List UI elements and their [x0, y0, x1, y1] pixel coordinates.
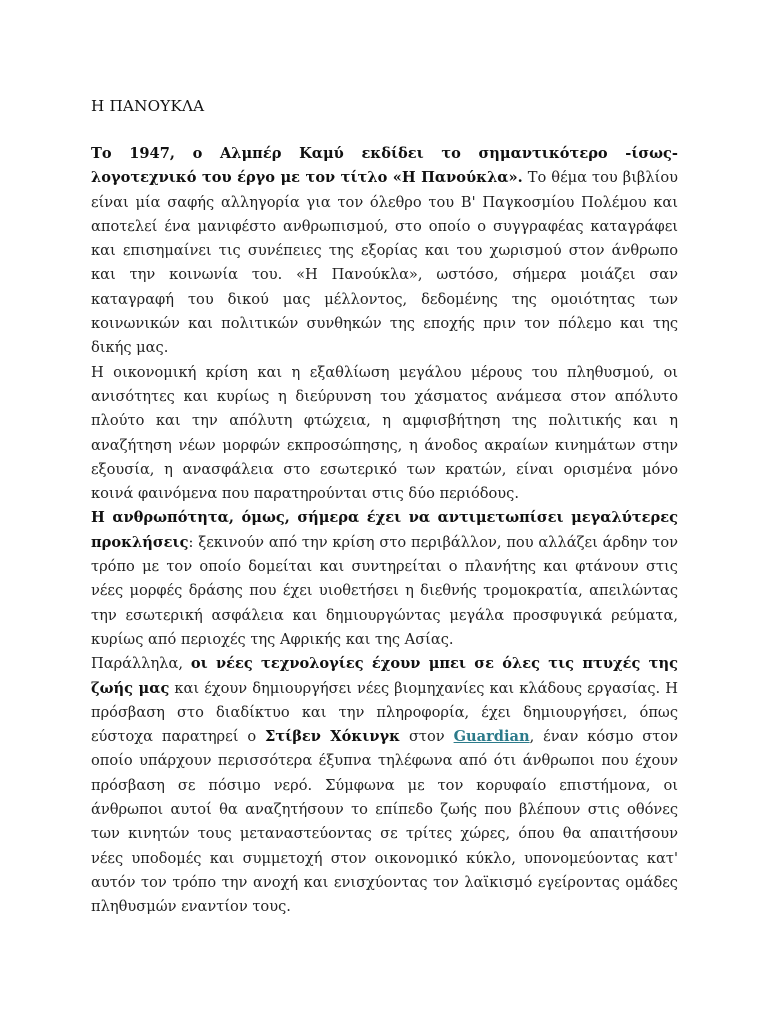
guardian-link[interactable]: Guardian: [453, 728, 530, 746]
bold-name: Στίβεν Χόκινγκ: [265, 728, 401, 746]
body-text: : ξεκινούν από την κρίση στο περιβάλλον, που αλλάζει άρδην τον τρόπο με τον οποίο δομείται και συντηρείται ο πλανήτης και φτάνουν στις νέες μορφές δράσης που έχει υιοθετήσει η διεθνής τρομοκρατία, απειλώντας την εσωτερική ασφάλεια και δημιουργώντας μεγάλα προσφυγικά ρεύματα, κυρίως από περιοχές της Αφρικής και της Ασίας.: [91, 533, 678, 648]
paragraph-technology: [91, 652, 678, 919]
body-text: Το θέμα του βιβλίου είναι μία σαφής αλληγορία για τον όλεθρο του Β' Παγκοσμίου Πολέμου και αποτελεί ένα μανιφέστο ανθρωπισμού, στο οποίο ο συγγραφέας καταγράφει και επισημαίνει τις συνέπειες της εξορίας και του χωρισμού στον άνθρωπο και την κοινωνία του. «Η Πανούκλα», ωστόσο, σήμερα μοιάζει σαν καταγραφή του δικού μας μέλλοντος, δεδομένης της ομοιότητας των κοινωνικών και πολιτικών συνθηκών της εποχής πριν τον πόλεμο και της δικής μας.: [91, 169, 678, 357]
bold-text: Η ανθρωπότητα, όμως, σήμερα έχει να αντιμετωπίσει μεγαλύτερες προκλήσεις: [91, 509, 678, 551]
body-text: , έναν κόσμο στον οποίο υπάρχουν περισσότερα έξυπνα τηλέφωνα από ότι άνθρωποι που έχουν πρόσβαση σε πόσιμο νερό. Σύμφωνα με τον κορυφαίο επιστήμονα, οι άνθρωποι αυτοί θα αναζητήσουν το επίπεδο ζωής που βλέπουν στις οθόνες των κινητών τους μεταναστεύοντας σε τρίτες χώρες, όπου θα απαιτήσουν νέες υποδομές και συμμετοχή στον οικονομικό κύκλο, υπονομεύοντας κατ' αυτόν τον τρόπο την ανοχή και ενισχύοντας τον λαϊκισμό εγείροντας ομάδες πληθυσμών εναντίον τους.: [91, 728, 678, 916]
body-text: στον: [400, 728, 454, 746]
paragraph-challenges: [91, 506, 678, 652]
document-body: [91, 94, 678, 920]
document-title: Η ΠΑΝΟΥΚΛΑ: [91, 97, 205, 115]
bold-text: οι νέες τεχνολογίες έχουν μπει σε όλες τις πτυχές της ζωής μας: [91, 655, 678, 697]
body-text: Παράλληλα,: [91, 655, 191, 673]
body-text: και έχουν δημιουργήσει νέες βιομηχανίες και κλάδους εργασίας. Η πρόσβαση στο διαδίκτυο και την πληροφορία, έχει δημιουργήσει, όπως εύστοχα παρατηρεί ο: [91, 679, 678, 746]
body-text: Η οικονομική κρίση και η εξαθλίωση μεγάλου μέρους του πληθυσμού, οι ανισότητες και κυρίως η διεύρυνση του χάσματος ανάμεσα στον απόλυτο πλούτο και την απόλυτη φτώχεια, η αμφισβήτηση της πολιτικής και η αναζήτηση νέων μορφών εκπροσώπησης, η άνοδος ακραίων κινημάτων στην εξουσία, η ανασφάλεια στο εσωτερικό των κρατών, είναι ορισμένα μόνο κοινά φαινόμενα που παρατηρούνται στις δύο περιόδους.: [91, 363, 678, 503]
bold-text: Το 1947, ο Αλμπέρ Καμύ εκδίδει το σημαντικότερο -ίσως- λογοτεχνικό του έργο με τον τίτλο «Η Πανούκλα».: [91, 145, 678, 187]
paragraph-crisis: [91, 361, 678, 507]
paragraph-intro: [91, 142, 678, 361]
